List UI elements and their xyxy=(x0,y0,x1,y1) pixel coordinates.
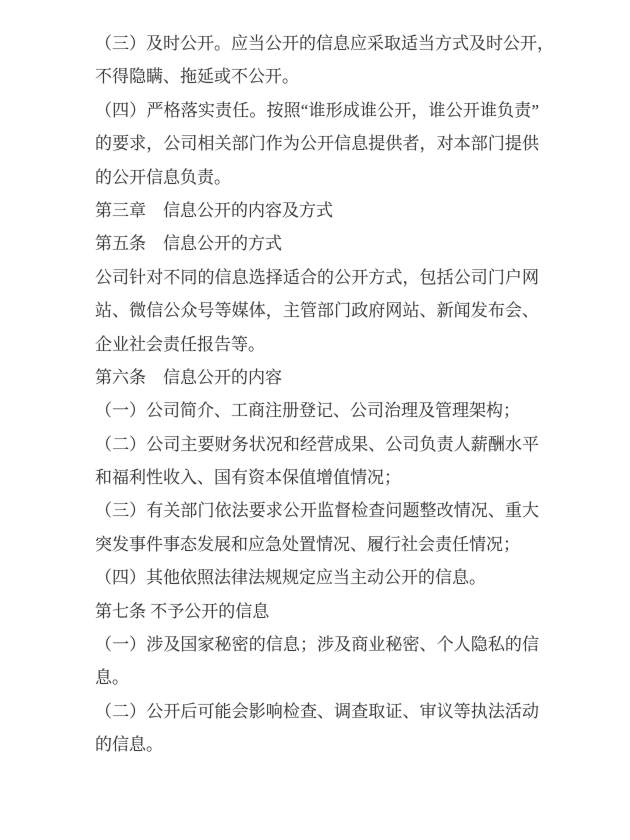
text-line-12: （一）公司简介、工商注册登记、公司治理及管理架构； xyxy=(95,401,520,421)
text-line-9: 站、微信公众号等媒体，主管部门政府网站、新闻发布会、 xyxy=(95,301,539,321)
text-line-11: 第六条 信息公开的内容 xyxy=(95,367,282,387)
text-line-15: （三）有关部门依法要求公开监督检查问题整改情况、重大 xyxy=(95,501,539,521)
text-line-22: 的信息。 xyxy=(95,735,163,755)
text-line-4: 的要求，公司相关部门作为公开信息提供者，对本部门提供 xyxy=(95,134,539,154)
text-line-21: （二）公开后可能会影响检查、调查取证、审议等执法活动 xyxy=(95,701,539,721)
text-line-19: （一）涉及国家秘密的信息；涉及商业秘密、个人隐私的信 xyxy=(95,635,539,655)
text-line-5: 的公开信息负责。 xyxy=(95,167,231,187)
text-line-10: 企业社会责任报告等。 xyxy=(95,334,265,354)
text-line-2: 不得隐瞒、拖延或不公开。 xyxy=(95,67,299,87)
text-line-16: 突发事件事态发展和应急处置情况、履行社会责任情况； xyxy=(95,534,520,554)
text-line-3: （四）严格落实责任。按照“谁形成谁公开，谁公开谁负责” xyxy=(95,100,539,120)
text-line-14: 和福利性收入、国有资本保值增值情况； xyxy=(95,468,401,488)
text-line-8: 公司针对不同的信息选择适合的公开方式，包括公司门户网 xyxy=(95,267,539,287)
document-text-block xyxy=(95,27,554,762)
text-line-1: （三）及时公开。应当公开的信息应采取适当方式及时公开， xyxy=(95,34,554,53)
text-line-13: （二）公司主要财务状况和经营成果、公司负责人薪酬水平 xyxy=(95,434,539,454)
text-line-7: 第五条 信息公开的方式 xyxy=(95,234,282,254)
text-line-20: 息。 xyxy=(95,668,129,688)
text-line-17: （四）其他依照法律法规规定应当主动公开的信息。 xyxy=(95,568,486,588)
text-line-18: 第七条 不予公开的信息 xyxy=(95,601,270,621)
text-line-6: 第三章 信息公开的内容及方式 xyxy=(95,200,333,220)
